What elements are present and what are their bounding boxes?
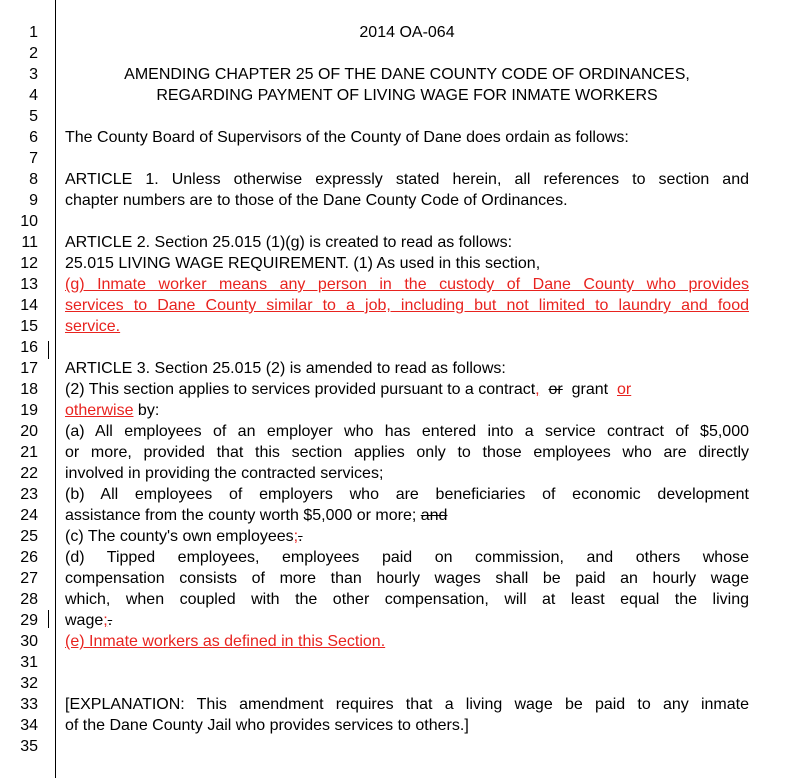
explanation-line-1: [EXPLANATION: This amendment requires that a living wage be paid to any inmate: [65, 696, 749, 713]
inserted-otherwise: otherwise: [65, 402, 134, 419]
line-number: 14: [20, 297, 38, 314]
article-3-item-d-line-4: [65, 610, 749, 631]
line-number: 13: [20, 276, 38, 293]
line-number: 20: [20, 423, 38, 440]
gutter-divider: [55, 0, 56, 778]
line-number: 1: [29, 24, 38, 41]
clause-text: (2) This section applies to services provided pursuant to a contract: [65, 381, 536, 398]
doc-number: 2014 OA-064: [359, 24, 455, 41]
article-3-item-e-insert: (e) Inmate workers as defined in this Section.: [65, 633, 386, 650]
line-number: 8: [29, 171, 38, 188]
change-bar: [48, 610, 49, 628]
article-3-item-d-line-2: compensation consists of more than hourly wages shall be paid an hourly wage: [65, 570, 749, 587]
ordain-clause: The County Board of Supervisors of the County of Dane does ordain as follows:: [65, 129, 629, 146]
inserted-semicolon: ;: [293, 528, 299, 545]
clause-by: by:: [133, 402, 160, 419]
article-3-item-d-line-1: (d) Tipped employees, employees paid on commission, and others whose: [65, 549, 749, 566]
line-number: 2: [29, 45, 38, 62]
article-2-insert-line-2: services to Dane County similar to a job, including but not limited to laundry and food: [65, 297, 749, 314]
line-number: 19: [20, 402, 38, 419]
article-3-item-a-line-2: or more, provided that this section applies only to those employees who are directly: [65, 444, 749, 461]
article-3-item-a-line-1: (a) All employees of an employer who has entered into a service contract of $5,000: [65, 423, 749, 440]
line-number: 29: [20, 612, 38, 629]
change-bar: [48, 341, 49, 359]
inserted-comma: ,: [535, 381, 540, 398]
article-3-item-d-line-3: which, when coupled with the other compensation, will at least equal the living: [65, 591, 749, 608]
article-3-item-c: [65, 526, 749, 547]
article-1-line-1: ARTICLE 1. Unless otherwise expressly stated herein, all references to section and: [65, 171, 749, 188]
line-number: 23: [20, 486, 38, 503]
line-number: 27: [20, 570, 38, 587]
article-2-insert-line-3: service.: [65, 318, 121, 335]
explanation-line-2: of the Dane County Jail who provides services to others.]: [65, 717, 469, 734]
line-number: 34: [20, 717, 38, 734]
line-number: 7: [29, 150, 38, 167]
article-1-line-2: chapter numbers are to those of the Dane County Code of Ordinances.: [65, 192, 568, 209]
line-number: 32: [20, 675, 38, 692]
line-number: 21: [20, 444, 38, 461]
clause-grant: grant: [571, 381, 609, 398]
line-number: 25: [20, 528, 38, 545]
doc-title-line-2: REGARDING PAYMENT OF LIVING WAGE FOR INMATE WORKERS: [156, 87, 658, 104]
article-3-line-3: [65, 400, 749, 421]
line-number: 10: [20, 213, 38, 230]
line-number: 33: [20, 696, 38, 713]
article-3-item-b-line-1: (b) All employees of employers who are beneficiaries of economic development: [65, 486, 749, 503]
line-number: 3: [29, 66, 38, 83]
clause-text: (c) The county's own employees: [65, 528, 294, 545]
line-number: 9: [29, 192, 38, 209]
line-number: 4: [29, 87, 38, 104]
inserted-or: or: [617, 381, 632, 398]
inserted-semicolon: ;: [103, 612, 108, 629]
line-number: 31: [20, 654, 38, 671]
article-3-line-2: [65, 379, 749, 400]
article-3-item-a-line-3: involved in providing the contracted services;: [65, 465, 384, 482]
line-number: 26: [20, 549, 38, 566]
deleted-period: .: [298, 528, 303, 545]
line-number: 18: [20, 381, 38, 398]
line-number: 15: [20, 318, 38, 335]
line-number: 5: [29, 108, 38, 125]
article-2-heading: ARTICLE 2. Section 25.015 (1)(g) is created to read as follows:: [65, 234, 513, 251]
line-number: 6: [29, 129, 38, 146]
line-number: 16: [20, 339, 38, 356]
deleted-period: .: [107, 612, 113, 629]
article-3-heading: ARTICLE 3. Section 25.015 (2) is amended to read as follows:: [65, 360, 506, 377]
clause-text: assistance from the county worth $5,000 or more;: [65, 507, 417, 524]
line-number: 22: [20, 465, 38, 482]
line-number: 11: [21, 234, 38, 251]
deleted-and: and: [420, 507, 448, 524]
line-number: 24: [20, 507, 38, 524]
line-number: 17: [20, 360, 38, 377]
clause-text: wage: [65, 612, 104, 629]
line-number: 28: [20, 591, 38, 608]
line-number: 35: [20, 738, 38, 755]
article-2-section-title: 25.015 LIVING WAGE REQUIREMENT. (1) As used in this section,: [65, 255, 541, 272]
line-number: 12: [20, 255, 38, 272]
doc-title-line-1: AMENDING CHAPTER 25 OF THE DANE COUNTY CODE OF ORDINANCES,: [124, 66, 690, 83]
article-2-insert-line-1: (g) Inmate worker means any person in the custody of Dane County who provides: [65, 276, 749, 293]
deleted-or: or: [548, 381, 563, 398]
article-3-item-b-line-2: [65, 505, 749, 526]
line-number: 30: [20, 633, 38, 650]
